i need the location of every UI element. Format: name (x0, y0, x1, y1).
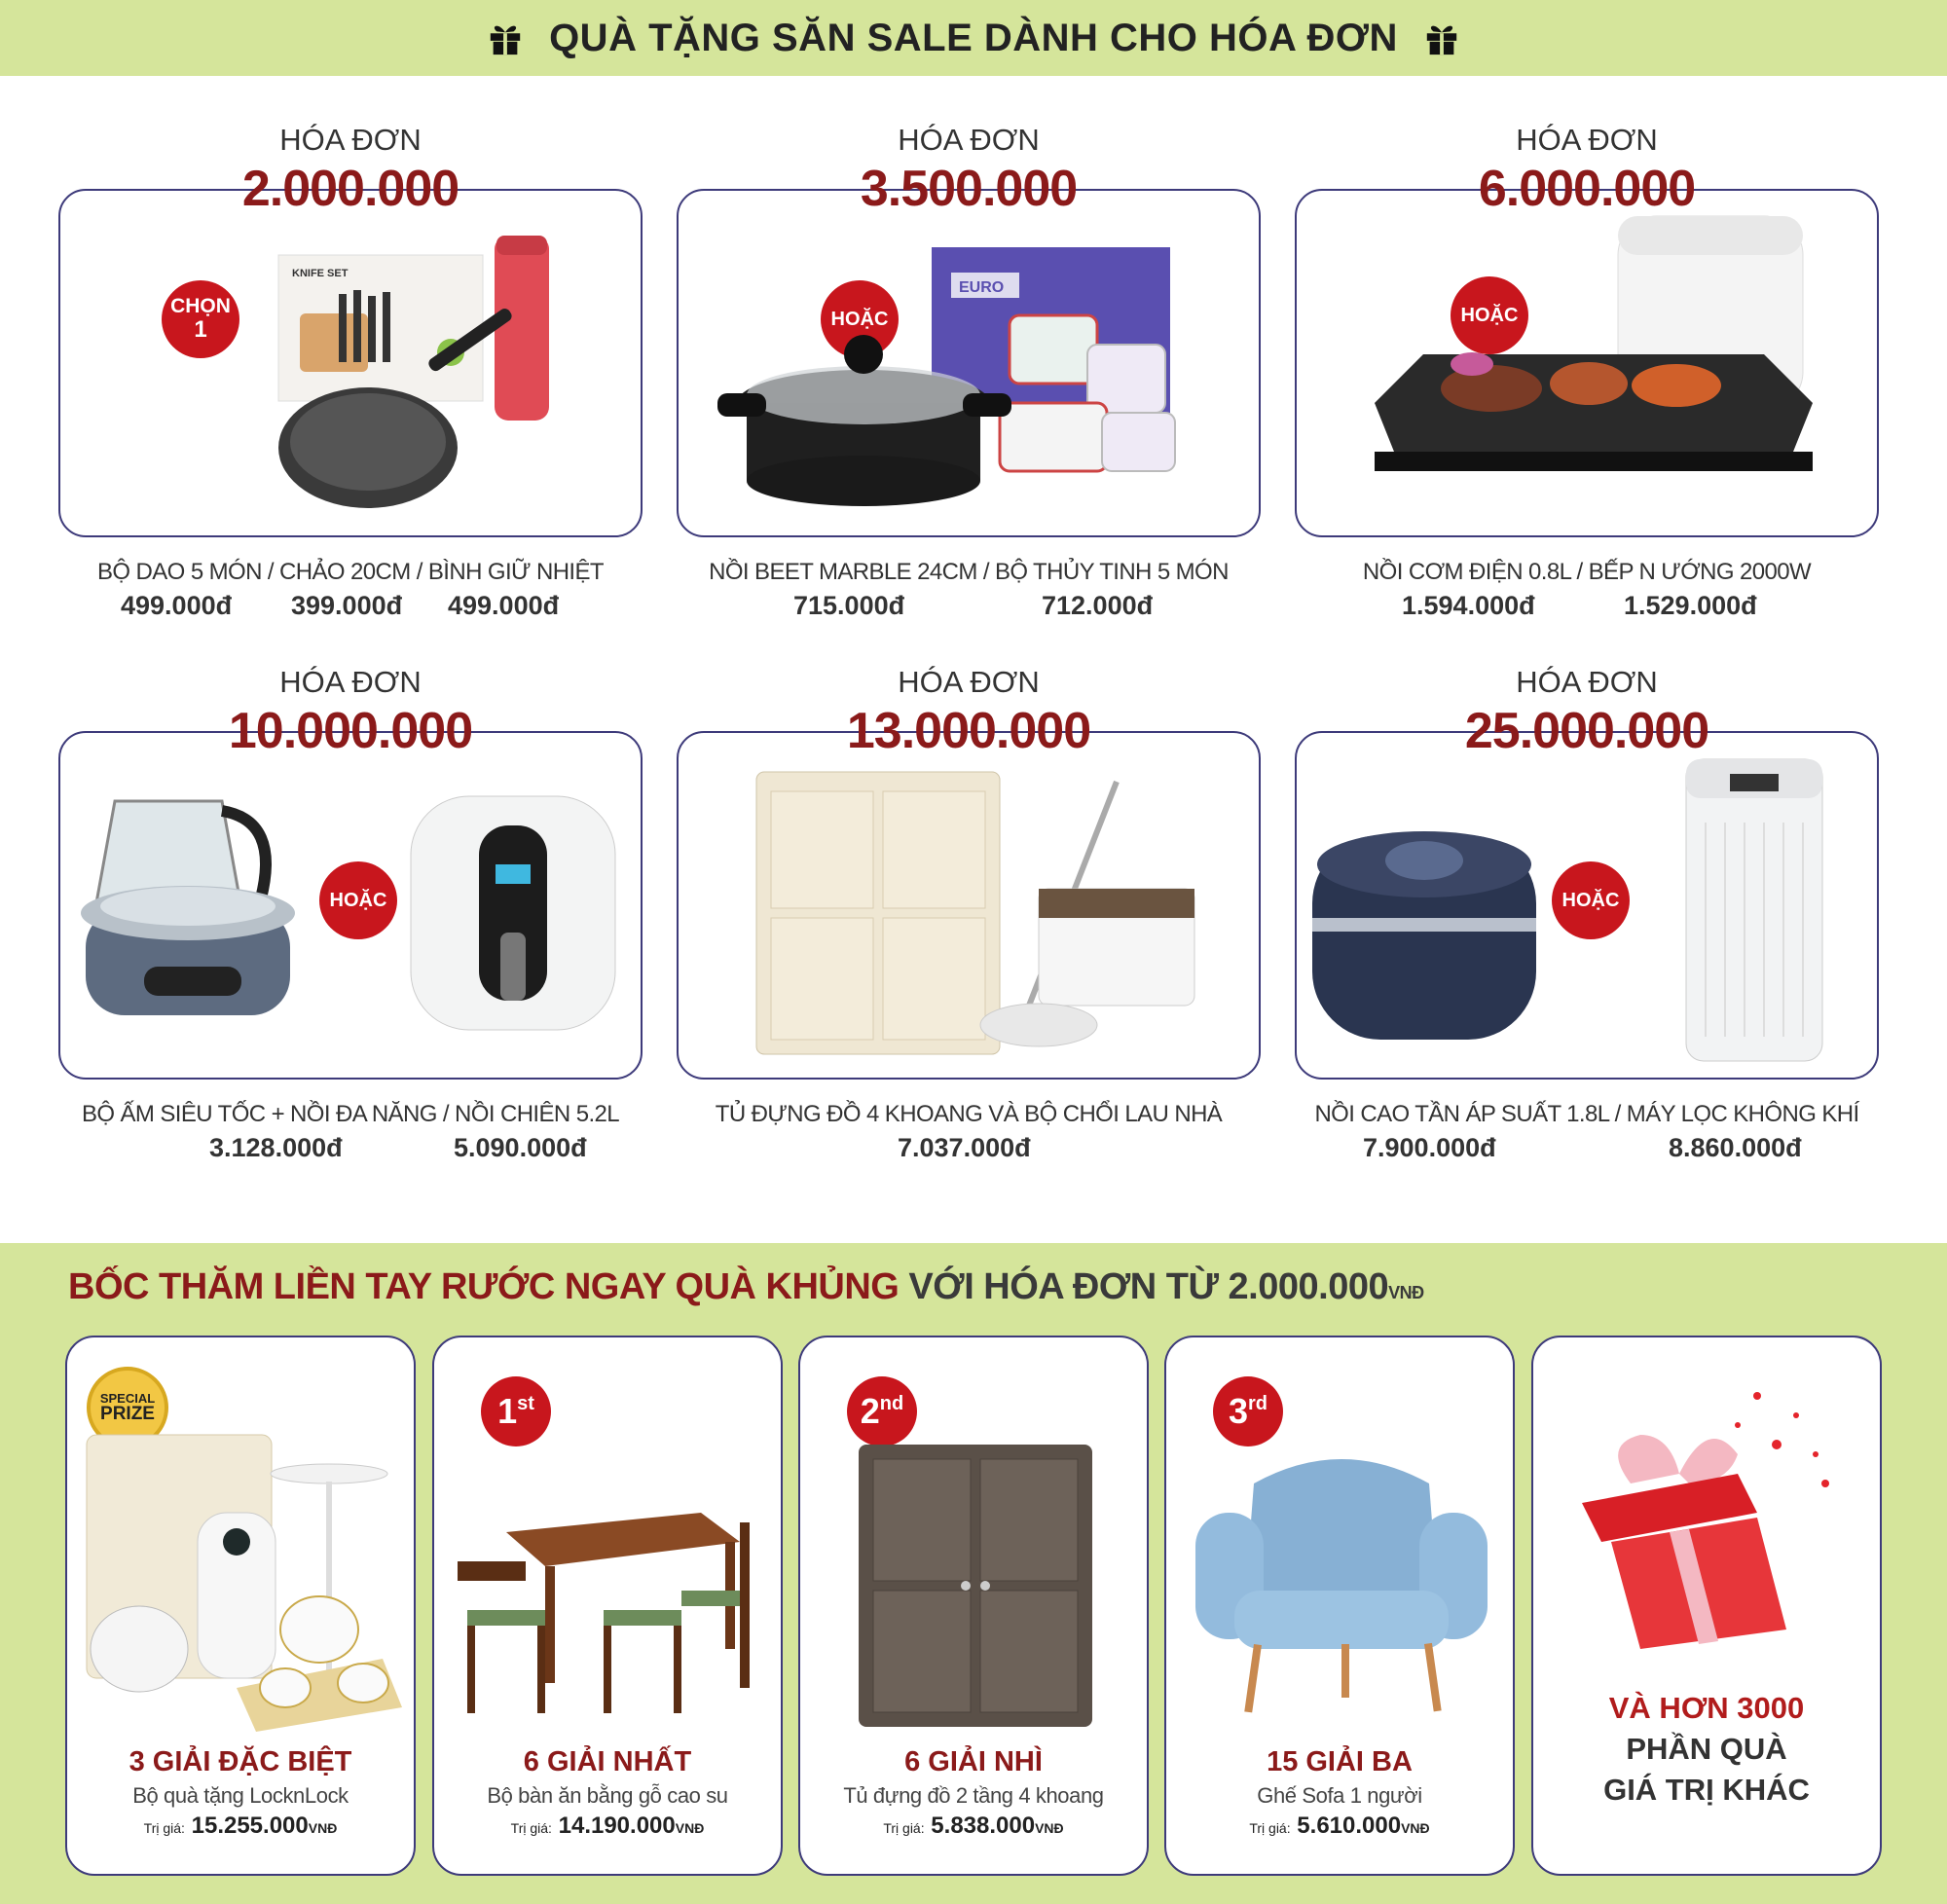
prize-card-first (432, 1336, 783, 1876)
tier-card-frame (1295, 731, 1879, 1080)
or-badge: HOẶC (821, 280, 899, 358)
air-fryer-image (401, 787, 625, 1049)
tier-label: HÓA ĐƠN (898, 123, 1040, 157)
tier-amount: 2.000.000 (241, 161, 459, 217)
rice-cooker-grill-image (1355, 208, 1861, 520)
tier-label: HÓA ĐƠN (279, 123, 422, 157)
tier-card-frame (677, 189, 1261, 537)
prize-value: Trị giá: 14.190.000VNĐ (510, 1812, 705, 1839)
tier-label: HÓA ĐƠN (1516, 123, 1658, 157)
price-cabinet-mop: 7.037.000đ (898, 1133, 1031, 1162)
prize-value: Trị giá: 5.610.000VNĐ (1249, 1812, 1430, 1839)
svg-text:KNIFE SET: KNIFE SET (292, 268, 349, 279)
pot-glass-container-image (717, 238, 1233, 520)
top-banner (0, 0, 1947, 76)
prize-title: 6 GIẢI NHÌ (904, 1746, 1043, 1777)
prize-description: Ghế Sofa 1 người (1257, 1783, 1422, 1808)
tier-description: NỒI CƠM ĐIỆN 0.8L / BẾP N ƯỚNG 2000W (1362, 559, 1812, 585)
price-pot: 715.000đ (793, 591, 905, 620)
prize-description: Bộ quà tặng LocknLock (132, 1783, 349, 1808)
tier-label: HÓA ĐƠN (898, 665, 1040, 699)
price-rice-cooker: 1.594.000đ (1402, 591, 1535, 620)
price-kettle-set: 3.128.000đ (209, 1133, 343, 1162)
storage-cabinet-mop-image (747, 762, 1204, 1074)
kettle-multicooker-image (76, 791, 319, 1054)
dining-table-set-image (448, 1483, 769, 1727)
draw-headline: BỐC THĂM LIỀN TAY RƯỚC NGAY QUÀ KHỦNG VỚI HÓA ĐƠN TỪ 2.000.000VNĐ (68, 1266, 1424, 1307)
prize-description: Bộ bàn ăn bằng gỗ cao su (487, 1783, 728, 1808)
gift-icon (487, 19, 524, 56)
prize-card-third (1164, 1336, 1515, 1876)
prize-value: Trị giá: 15.255.000VNĐ (143, 1812, 338, 1839)
tier-label: HÓA ĐƠN (1516, 665, 1658, 699)
tier-amount: 10.000.000 (228, 703, 473, 759)
or-badge: HOẶC (319, 861, 397, 939)
price-grill: 1.529.000đ (1624, 591, 1757, 620)
tier-description: NỒI CAO TẦN ÁP SUẤT 1.8L / MÁY LỌC KHÔNG KHÍ (1314, 1101, 1859, 1127)
or-badge: HOẶC (1451, 276, 1528, 354)
prize-value: Trị giá: 5.838.000VNĐ (883, 1812, 1064, 1839)
price-air-purifier: 8.860.000đ (1669, 1133, 1802, 1162)
tier-description: TỦ ĐỰNG ĐỒ 4 KHOANG VÀ BỘ CHỔI LAU NHÀ (715, 1101, 1223, 1127)
tier-card-frame (677, 731, 1261, 1080)
tier-description: BỘ ẤM SIÊU TỐC + NỒI ĐA NĂNG / NỒI CHIÊN 5.2L (81, 1101, 620, 1127)
price-bottle: 499.000đ (448, 591, 560, 620)
price-pan: 399.000đ (291, 591, 403, 620)
svg-text:EURO: EURO (959, 279, 1005, 296)
locknlock-gift-set-image (81, 1396, 402, 1732)
prize-card-more (1531, 1336, 1882, 1876)
banner-title: QUÀ TẶNG SĂN SALE DÀNH CHO HÓA ĐƠN (549, 16, 1398, 59)
lucky-draw-section (0, 1243, 1947, 1904)
tier-description: BỘ DAO 5 MÓN / CHẢO 20CM / BÌNH GIỮ NHIỆT (97, 559, 604, 585)
choose-one-badge: CHỌN 1 (162, 280, 239, 358)
knife-set-pan-bottle-image (271, 226, 582, 518)
special-prize-sticker: SPECIAL PRIZE (87, 1367, 168, 1448)
prize-card-second (798, 1336, 1149, 1876)
price-pressure-cooker: 7.900.000đ (1363, 1133, 1496, 1162)
price-knife-set: 499.000đ (121, 591, 233, 620)
more-gifts-text: VÀ HƠN 3000 PHẦN QUÀ GIÁ TRỊ KHÁC (1603, 1691, 1810, 1807)
tier-label: HÓA ĐƠN (279, 665, 422, 699)
prize-card-special (65, 1336, 416, 1876)
tier-card-frame (1295, 189, 1879, 537)
tier-amount: 25.000.000 (1464, 703, 1709, 759)
prize-title: 3 GIẢI ĐẶC BIỆT (129, 1746, 352, 1777)
prize-title: 15 GIẢI BA (1267, 1746, 1413, 1777)
red-gift-box-image (1562, 1376, 1855, 1659)
rank-badge-2nd: 2 $^{nd}$ (847, 1376, 917, 1446)
prize-title: 6 GIẢI NHẤT (523, 1746, 692, 1777)
rank-badge-3rd: 3 $^{rd}$ (1213, 1376, 1283, 1446)
tier-amount: 13.000.000 (846, 703, 1091, 759)
tier-amount: 6.000.000 (1478, 161, 1696, 217)
price-glass-set: 712.000đ (1042, 591, 1154, 620)
tier-description: NỒI BEET MARBLE 24CM / BỘ THỦY TINH 5 MÓN (709, 559, 1229, 585)
tier-card-frame (58, 731, 643, 1080)
price-air-fryer: 5.090.000đ (454, 1133, 587, 1162)
cabinet-2-tier-image (854, 1440, 1097, 1732)
tier-card-frame (58, 189, 643, 537)
or-badge: HOẶC (1552, 861, 1630, 939)
air-purifier-image (1676, 754, 1832, 1066)
rank-badge-1st: 1 $^{st}$ (481, 1376, 551, 1446)
sofa-chair-image (1195, 1445, 1488, 1727)
tier-amount: 3.500.000 (860, 161, 1078, 217)
gift-icon (1423, 19, 1460, 56)
prize-description: Tủ đựng đồ 2 tầng 4 khoang (843, 1783, 1104, 1808)
pressure-cooker-image (1303, 825, 1546, 1049)
